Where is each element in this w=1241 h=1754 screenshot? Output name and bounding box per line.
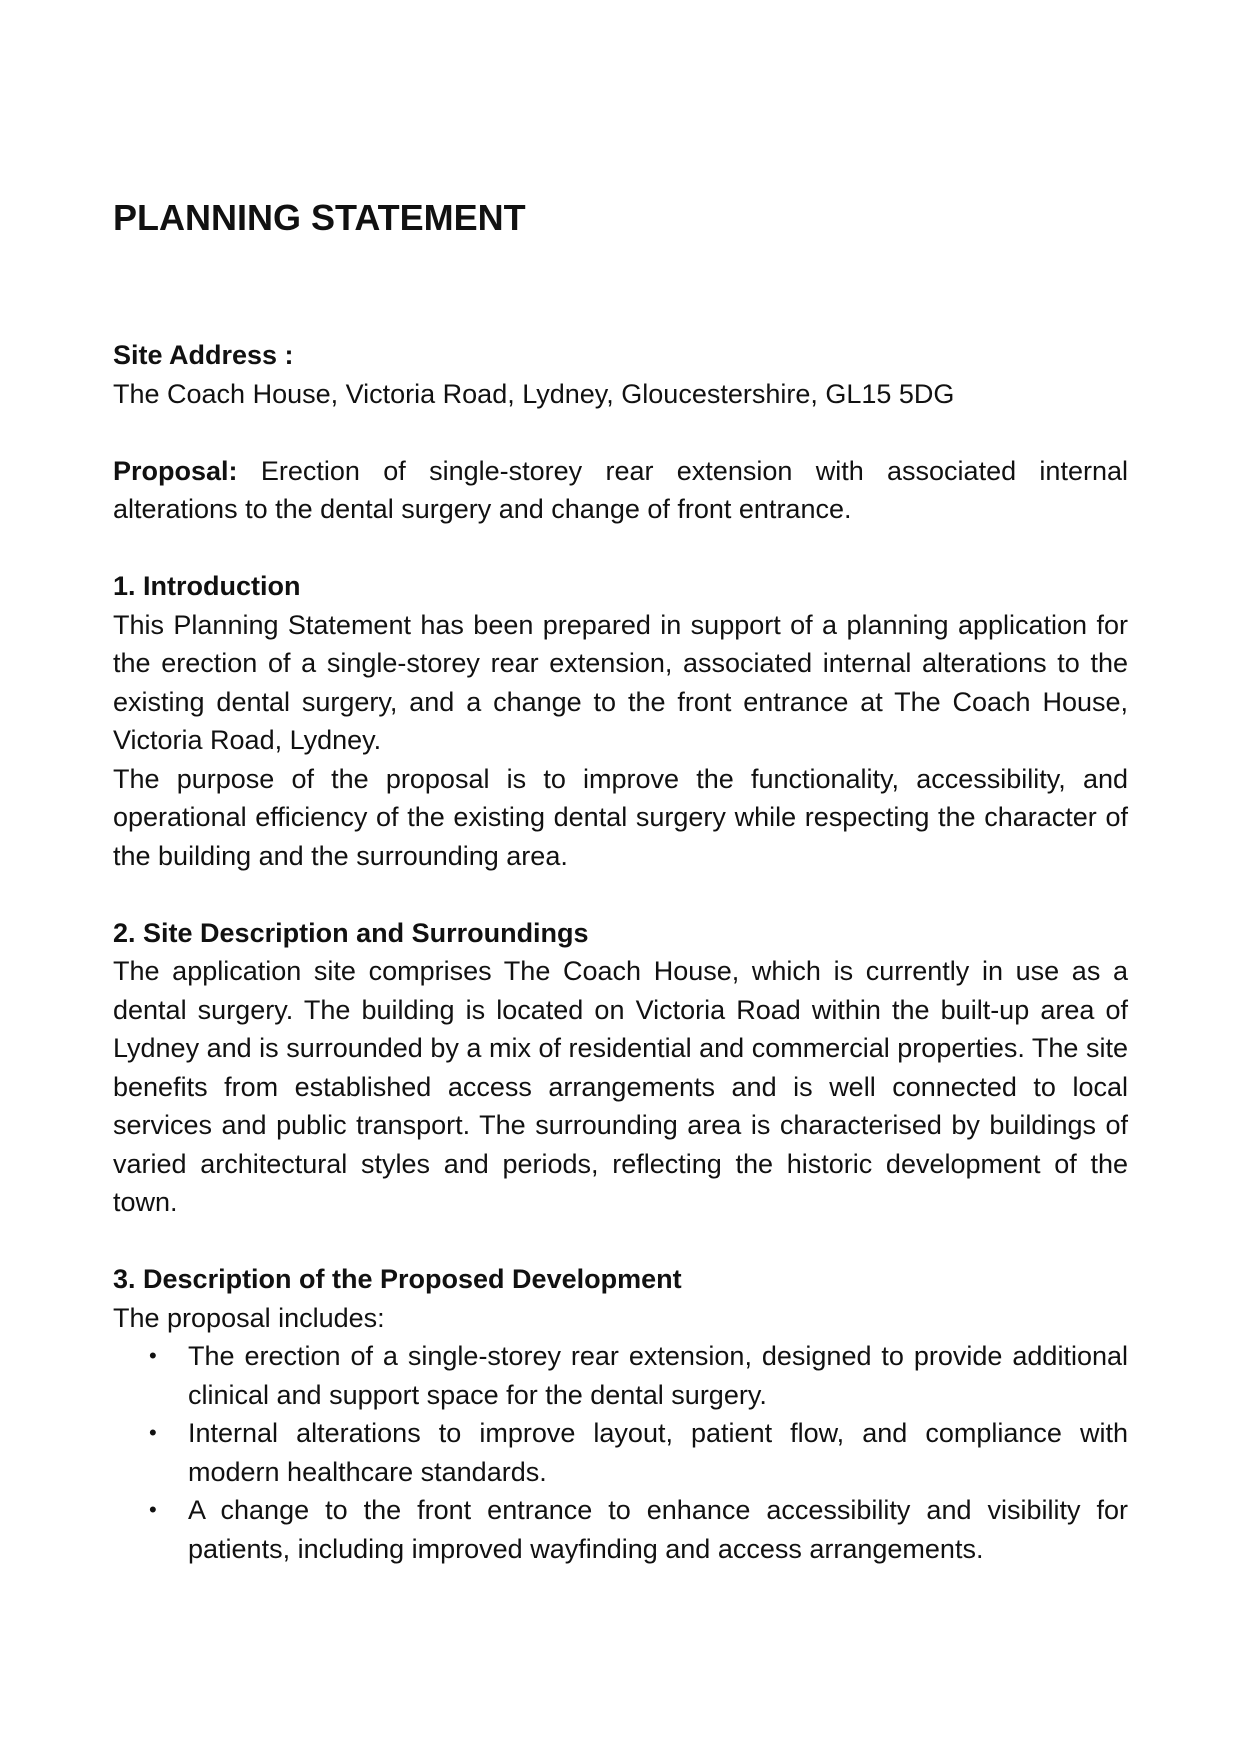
- proposal-paragraph: [113, 452, 1128, 529]
- section-paragraph: The purpose of the proposal is to improve the functionality, accessibility, and operational efficiency of the existing dental surgery while respecting the character of the building and the surrounding area.: [113, 763, 1128, 871]
- section-paragraph: The application site comprises The Coach House, which is currently in use as a dental surgery. The building is located on Victoria Road within the built-up area of Lydney and is surrounded by a mix of residential and commercial properties. The site benefits from established access arrangements and is well connected to local services and public transport. The surrounding area is characterised by buildings of varied architectural styles and periods, reflecting the historic development of the town.: [113, 956, 1128, 1217]
- section-intro: The proposal includes:: [113, 1302, 385, 1333]
- bullet-icon: •: [149, 1497, 157, 1522]
- list-item: [113, 1414, 1128, 1491]
- document-body: [113, 336, 1128, 1568]
- section-proposed-development: [113, 1260, 1128, 1568]
- list-item-text: The erection of a single-storey rear extension, designed to provide additional clinical and support space for the dental surgery.: [188, 1341, 1128, 1410]
- section-introduction: [113, 567, 1128, 875]
- section-heading: 2. Site Description and Surroundings: [113, 917, 589, 948]
- bullet-icon: •: [149, 1420, 157, 1445]
- section-heading: 1. Introduction: [113, 571, 301, 601]
- site-address-block: [113, 336, 1128, 413]
- site-address-value: The Coach House, Victoria Road, Lydney, Gloucestershire, GL15 5DG: [113, 378, 955, 409]
- section-paragraph: This Planning Statement has been prepared in support of a planning application for the erection of a single-storey rear extension, associated internal alterations to the existing dental surgery, and a change to the front entrance at The Coach House, Victoria Road, Lydney.: [113, 609, 1128, 755]
- list-item-text: Internal alterations to improve layout, patient flow, and compliance with modern healthcare standards.: [188, 1418, 1128, 1487]
- bullet-icon: •: [149, 1343, 157, 1368]
- site-address-label: Site Address :: [113, 340, 294, 370]
- section-heading: 3. Description of the Proposed Development: [113, 1264, 682, 1294]
- proposal-text: Erection of single-storey rear extension with associated internal alterations to the dental surgery and change of front entrance.: [113, 455, 1128, 524]
- proposal-label: Proposal:: [113, 455, 238, 486]
- page-title: PLANNING STATEMENT: [113, 197, 526, 238]
- list-item-text: A change to the front entrance to enhance accessibility and visibility for patients, including improved wayfinding and access arrangements.: [188, 1495, 1128, 1564]
- list-item: [113, 1491, 1128, 1568]
- proposal-list: [113, 1337, 1128, 1568]
- list-item: [113, 1337, 1128, 1414]
- section-site-description: [113, 914, 1128, 1222]
